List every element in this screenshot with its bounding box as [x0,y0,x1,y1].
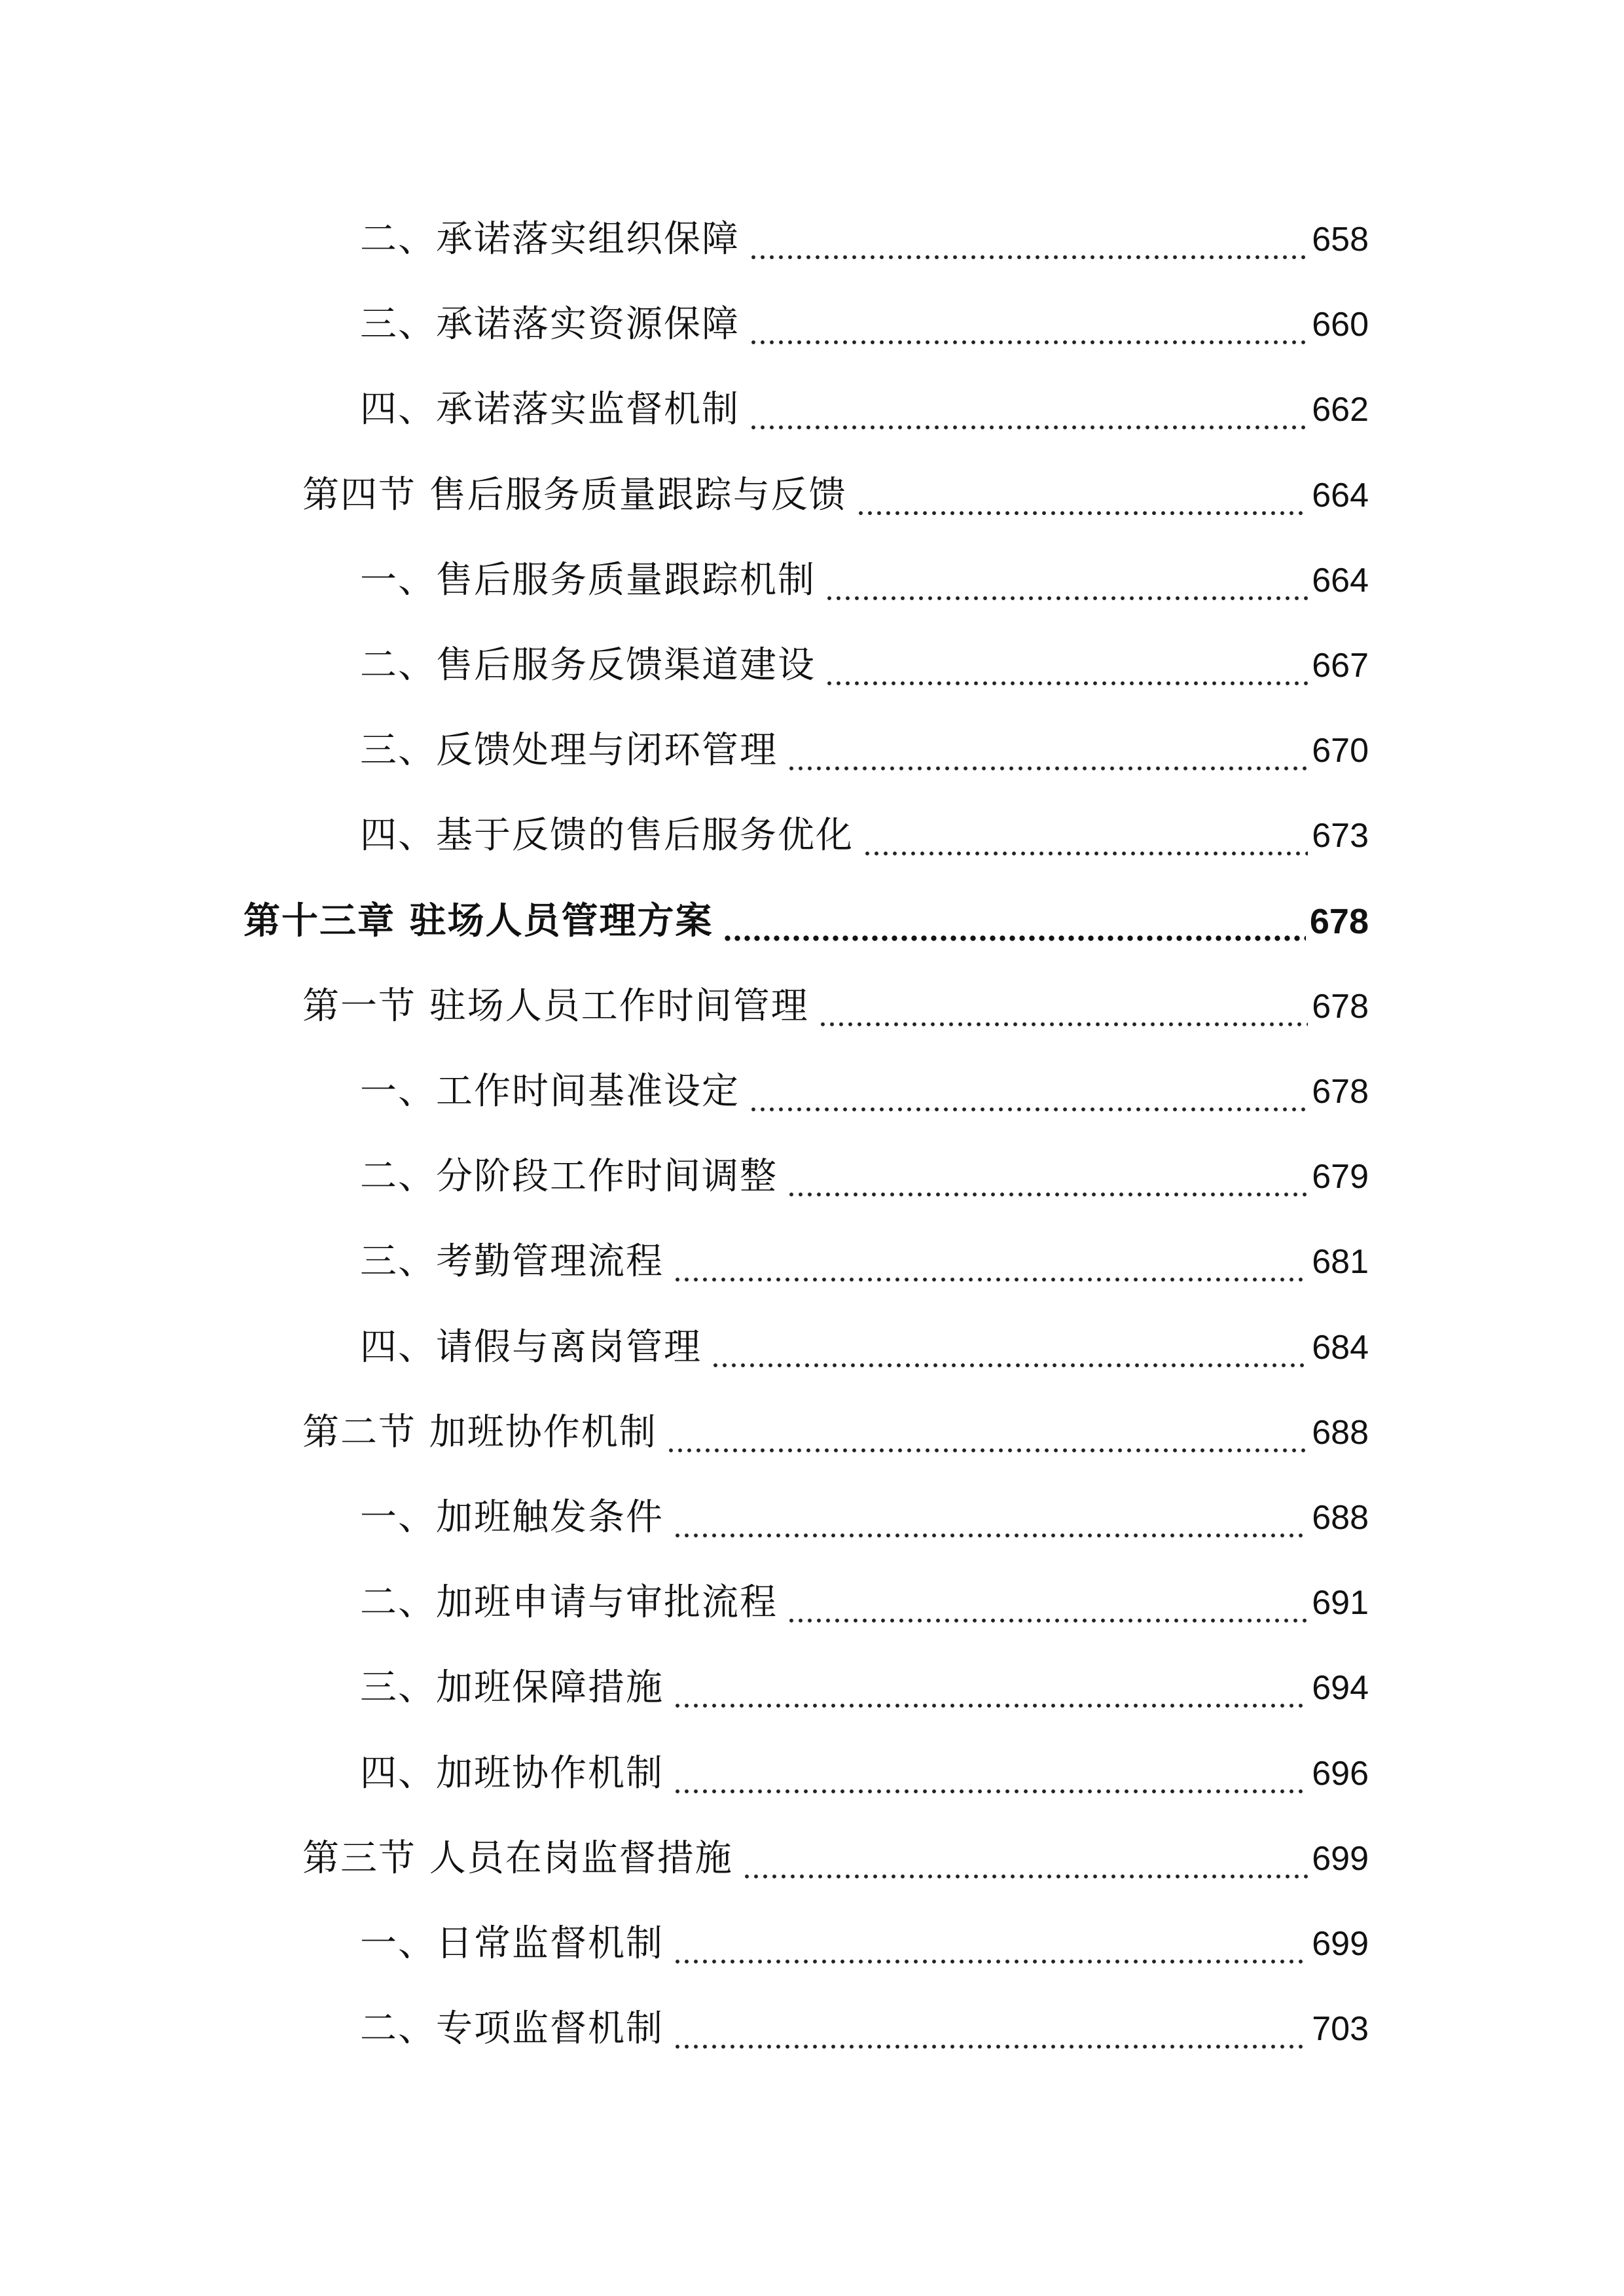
dot-leader [787,718,1308,783]
toc-page-number: 688 [1312,1499,1369,1537]
toc-page-number: 694 [1312,1669,1369,1708]
toc-entry-title: 一、加班触发条件 [360,1496,664,1539]
dot-leader [825,633,1308,698]
toc-entry-title: 二、专项监督机制 [360,2007,664,2051]
toc-page-number: 696 [1312,1754,1369,1793]
toc-entry[interactable] [360,1741,1369,1806]
toc-page-number: 684 [1312,1328,1369,1367]
toc-entry-title: 四、基于反馈的售后服务优化 [360,814,854,857]
toc-page-number: 688 [1312,1413,1369,1452]
toc-page-number: 678 [1309,901,1369,941]
dot-leader [711,1315,1308,1380]
toc-entry[interactable] [360,1655,1369,1721]
toc-entry-title: 第一节 驻场人员工作时间管理 [302,984,809,1028]
toc-entry[interactable] [302,463,1369,528]
toc-entry[interactable] [360,1570,1369,1636]
toc-entry[interactable] [360,1144,1369,1210]
toc-entry[interactable] [302,974,1369,1039]
dot-leader [666,1400,1308,1465]
toc-entry-title: 四、加班协作机制 [360,1751,664,1795]
toc-entry-title: 一、售后服务质量跟踪机制 [360,558,816,601]
toc-entry-title: 二、加班申请与审批流程 [360,1581,778,1624]
toc-entry-title: 第三节 人员在岗监督措施 [302,1837,733,1880]
toc-page-number: 681 [1312,1243,1369,1282]
toc-entry[interactable] [302,1826,1369,1892]
toc-entry-title: 三、考勤管理流程 [360,1240,664,1283]
dot-leader [818,974,1308,1039]
toc-entry[interactable] [360,1996,1369,2062]
dot-leader [863,803,1308,869]
toc-entry-title: 二、分阶段工作时间调整 [360,1155,778,1198]
toc-entry-title: 三、加班保障措施 [360,1666,664,1710]
dot-leader [673,1655,1308,1721]
dot-leader [673,1911,1308,1977]
toc-entry[interactable] [360,548,1369,613]
toc-page-number: 699 [1312,1839,1369,1878]
toc-page-number: 673 [1312,817,1369,855]
toc-entry[interactable] [360,803,1369,869]
toc-entry[interactable] [360,633,1369,698]
toc-entry-title: 第十三章 驻场人员管理方案 [244,899,713,942]
toc-page-number: 664 [1312,476,1369,514]
toc-entry-title: 三、反馈处理与闭环管理 [360,729,778,772]
toc-page-number: 658 [1312,221,1369,259]
toc-entry[interactable] [360,1059,1369,1124]
toc-entry[interactable] [244,889,1369,954]
toc-entry-title: 三、承诺落实资源保障 [360,303,740,346]
toc-entry[interactable] [302,1400,1369,1465]
toc-entry-title: 二、售后服务反馈渠道建设 [360,644,816,687]
dot-leader [825,548,1308,613]
toc-entry-title: 一、日常监督机制 [360,1922,664,1965]
dot-leader [749,207,1308,272]
toc-entry[interactable] [360,1911,1369,1977]
toc-page-number: 703 [1312,2010,1369,2049]
toc-entry[interactable] [360,1485,1369,1551]
toc-page-number: 664 [1312,561,1369,600]
dot-leader [673,1485,1308,1551]
toc-page-number: 678 [1312,987,1369,1026]
dot-leader [749,1059,1308,1124]
toc-page-number: 699 [1312,1925,1369,1963]
dot-leader [742,1826,1308,1892]
toc-page-number: 670 [1312,732,1369,770]
dot-leader [749,377,1308,442]
dot-leader [673,1741,1308,1806]
dot-leader [749,292,1308,357]
dot-leader [856,463,1308,528]
toc-entry[interactable] [360,377,1369,442]
toc-entry[interactable] [360,292,1369,357]
toc-entry-title: 四、承诺落实监督机制 [360,388,740,431]
dot-leader [723,889,1306,954]
toc-entry-title: 四、请假与离岗管理 [360,1325,702,1369]
toc-entry-title: 一、工作时间基准设定 [360,1070,740,1113]
toc-entry-title: 第四节 售后服务质量跟踪与反馈 [302,473,847,516]
dot-leader [673,1229,1308,1295]
toc-page-number: 662 [1312,391,1369,429]
toc-page-number: 678 [1312,1073,1369,1111]
toc-entry[interactable] [360,1315,1369,1380]
toc-page-number: 679 [1312,1158,1369,1196]
toc-page-number: 691 [1312,1584,1369,1623]
toc-entry-title: 二、承诺落实组织保障 [360,218,740,260]
toc-entry[interactable] [360,1229,1369,1295]
dot-leader [787,1570,1308,1636]
toc-entry-title: 第二节 加班协作机制 [302,1410,657,1454]
toc-entry[interactable] [360,718,1369,783]
dot-leader [673,1996,1308,2062]
toc-entry[interactable] [360,207,1369,272]
toc-page-number: 667 [1312,647,1369,685]
dot-leader [787,1144,1308,1210]
toc-page-number: 660 [1312,306,1369,344]
